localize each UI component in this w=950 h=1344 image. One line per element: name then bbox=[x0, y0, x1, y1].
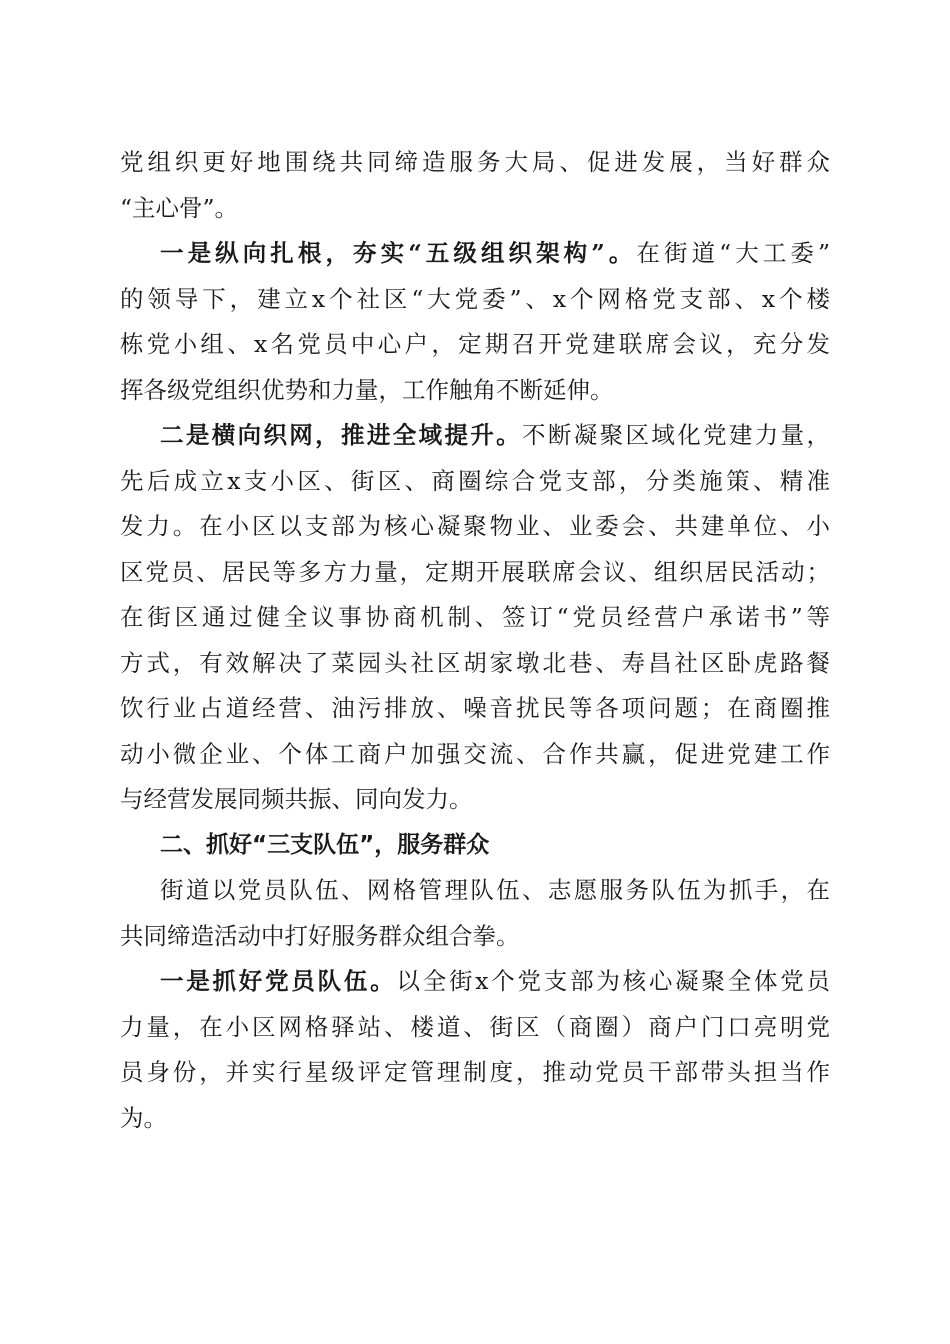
text-line: 的领导下，建立x个社区“大党委”、x个网格党支部、x个楼 bbox=[120, 284, 830, 313]
subsection-line bbox=[120, 959, 830, 1005]
text-span: 在街道“大工委” bbox=[636, 239, 830, 267]
text-line: 在街区通过健全议事协商机制、签订“党员经营户承诺书”等 bbox=[120, 603, 830, 631]
text-line: 党组织更好地围绕共同缔造服务大局、促进发展，当好群众 bbox=[120, 148, 830, 176]
text-line: “主心骨”。 bbox=[120, 193, 239, 222]
text-line: 区党员、居民等多方力量，定期开展联席会议、组织居民活动； bbox=[120, 557, 830, 586]
text-line: 共同缔造活动中打好服务群众组合拳。 bbox=[120, 921, 520, 950]
text-line: 街道以党员队伍、网格管理队伍、志愿服务队伍为抓手，在 bbox=[160, 876, 830, 904]
text-span: 以全街x个党支部为核心凝聚全体党员 bbox=[396, 967, 830, 995]
text-line: 为。 bbox=[120, 1103, 167, 1132]
subsection-lead: 二是横向织网，推进全域提升。 bbox=[160, 421, 523, 449]
document-body bbox=[120, 140, 830, 1141]
section-heading: 二、抓好“三支队伍”，服务群众 bbox=[160, 831, 490, 858]
text-span: 不断凝聚区域化党建力量， bbox=[522, 421, 830, 449]
text-line: 饮行业占道经营、油污排放、噪音扰民等各项问题；在商圈推 bbox=[120, 694, 830, 722]
text-line: 力量，在小区网格驿站、楼道、街区（商圈）商户门口亮明党 bbox=[120, 1012, 830, 1041]
subsection-lead: 一是纵向扎根，夯实“五级组织架构”。 bbox=[160, 239, 637, 267]
text-line: 员身份，并实行星级评定管理制度，推动党员干部带头担当作 bbox=[120, 1058, 830, 1086]
subsection-line bbox=[120, 231, 830, 277]
subsection-line bbox=[120, 413, 830, 459]
text-line: 先后成立x支小区、街区、商圈综合党支部，分类施策、精准 bbox=[120, 466, 830, 495]
text-line: 挥各级党组织优势和力量，工作触角不断延伸。 bbox=[120, 375, 614, 404]
text-line: 发力。在小区以支部为核心凝聚物业、业委会、共建单位、小 bbox=[120, 512, 830, 540]
text-line: 方式，有效解决了菜园头社区胡家墩北巷、寿昌社区卧虎路餐 bbox=[120, 648, 830, 677]
text-line: 动小微企业、个体工商户加强交流、合作共赢，促进党建工作 bbox=[120, 739, 830, 768]
text-line: 栋党小组、x名党员中心户，定期召开党建联席会议，充分发 bbox=[120, 330, 830, 358]
text-line: 与经营发展同频共振、同向发力。 bbox=[120, 785, 473, 813]
subsection-lead: 一是抓好党员队伍。 bbox=[160, 967, 397, 995]
